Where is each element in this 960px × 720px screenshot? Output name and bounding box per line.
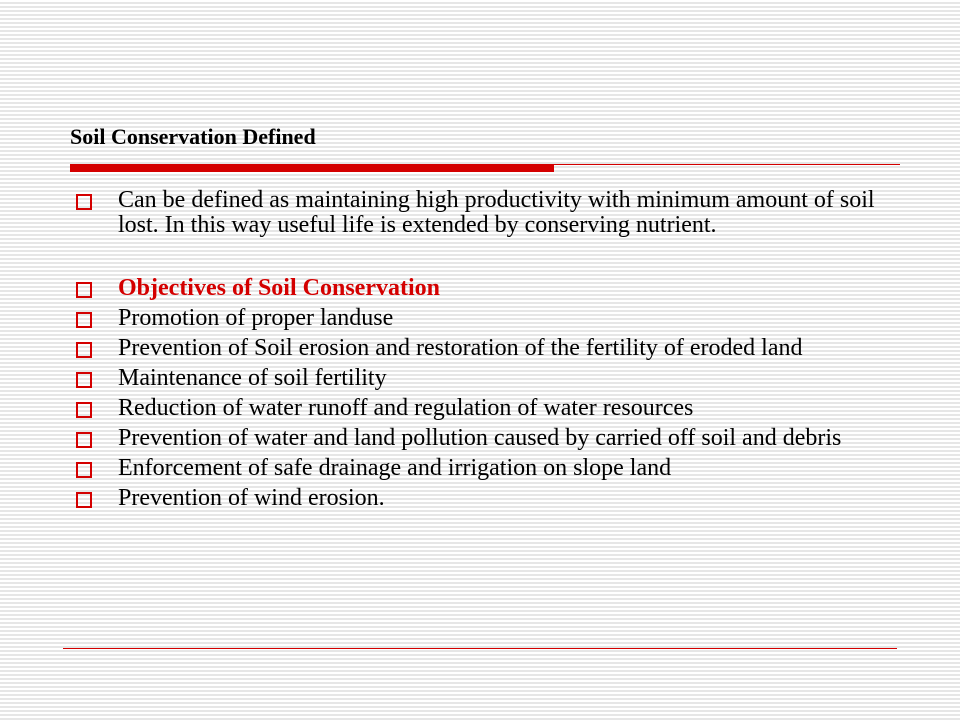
list-item-text: Prevention of Soil erosion and restoration of the fertility of eroded land bbox=[118, 335, 803, 361]
slide-title: Soil Conservation Defined bbox=[70, 124, 316, 149]
list-item-text: Promotion of proper landuse bbox=[118, 305, 394, 331]
objectives-heading: Objectives of Soil Conservation bbox=[118, 275, 440, 301]
list-item-text: Maintenance of soil fertility bbox=[118, 365, 387, 391]
list-item bbox=[70, 456, 890, 481]
list-item bbox=[70, 396, 890, 421]
list-item bbox=[70, 366, 890, 391]
square-bullet-icon bbox=[76, 194, 92, 210]
title-underline-thin bbox=[554, 164, 900, 165]
list-item bbox=[70, 306, 890, 331]
title-underline-thick bbox=[70, 164, 554, 172]
square-bullet-icon bbox=[76, 312, 92, 328]
bullet-list bbox=[70, 188, 890, 511]
list-item-objectives-heading bbox=[70, 276, 890, 301]
square-bullet-icon bbox=[76, 372, 92, 388]
list-item-text: Prevention of wind erosion. bbox=[118, 485, 385, 511]
list-item bbox=[70, 426, 890, 451]
bottom-rule bbox=[63, 648, 897, 649]
list-item-text: Prevention of water and land pollution caused by carried off soil and debris bbox=[118, 425, 842, 451]
list-item-text: Reduction of water runoff and regulation of water resources bbox=[118, 395, 694, 421]
square-bullet-icon bbox=[76, 402, 92, 418]
list-item bbox=[70, 336, 890, 361]
square-bullet-icon bbox=[76, 282, 92, 298]
list-spacer bbox=[70, 238, 890, 276]
list-item-text: Enforcement of safe drainage and irrigation on slope land bbox=[118, 455, 672, 481]
square-bullet-icon bbox=[76, 462, 92, 478]
square-bullet-icon bbox=[76, 492, 92, 508]
square-bullet-icon bbox=[76, 432, 92, 448]
square-bullet-icon bbox=[76, 342, 92, 358]
list-item-text: Can be defined as maintaining high productivity with minimum amount of soil lost. In this way useful life is extended by conserving nutrient. bbox=[118, 187, 875, 238]
list-item-intro bbox=[70, 188, 890, 238]
list-item bbox=[70, 486, 890, 511]
